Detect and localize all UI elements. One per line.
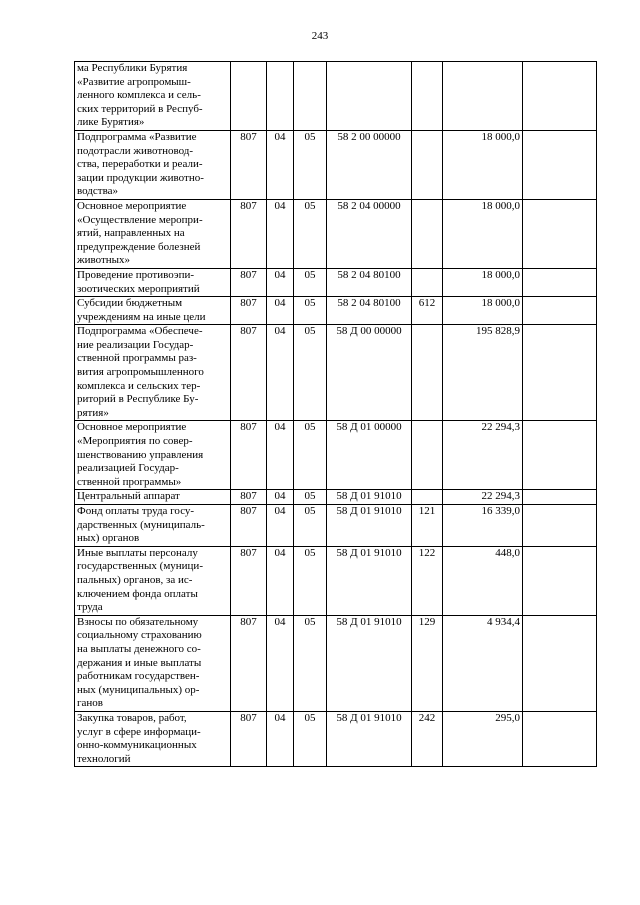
row-name-cell: ма Республики Бурятия «Развитие агропромыш- ленного комплекса и сель- ских территорий в Респуб- лике Бурятия» xyxy=(75,62,231,131)
table-row xyxy=(75,421,597,490)
amount-cell: 22 294,3 xyxy=(443,490,523,505)
empty-cell xyxy=(523,62,597,131)
subsection-code-cell: 05 xyxy=(294,268,327,296)
department-code-cell: 807 xyxy=(231,490,267,505)
subsection-code-cell: 05 xyxy=(294,421,327,490)
amount-cell: 448,0 xyxy=(443,546,523,615)
empty-cell xyxy=(523,546,597,615)
department-code-cell: 807 xyxy=(231,711,267,766)
section-code-cell: 04 xyxy=(267,297,294,325)
department-code-cell: 807 xyxy=(231,615,267,711)
row-name-cell: Иные выплаты персоналу государственных (муници- пальных) органов, за ис- ключением фонда оплаты труда xyxy=(75,546,231,615)
department-code-cell: 807 xyxy=(231,505,267,547)
amount-cell: 195 828,9 xyxy=(443,325,523,421)
expense-type-code-cell xyxy=(412,490,443,505)
target-item-code-cell: 58 Д 01 00000 xyxy=(327,421,412,490)
table-row xyxy=(75,325,597,421)
department-code-cell xyxy=(231,62,267,131)
table-row xyxy=(75,62,597,131)
expense-type-code-cell xyxy=(412,421,443,490)
section-code-cell: 04 xyxy=(267,199,294,268)
section-code-cell: 04 xyxy=(267,130,294,199)
row-name-cell: Закупка товаров, работ, услуг в сфере информаци- онно-коммуникационных технологий xyxy=(75,711,231,766)
subsection-code-cell: 05 xyxy=(294,546,327,615)
target-item-code-cell: 58 Д 00 00000 xyxy=(327,325,412,421)
row-name-cell: Взносы по обязательному социальному страхованию на выплаты денежного со- держания и иные выплаты работникам государствен- ных (муниципальных) ор- ганов xyxy=(75,615,231,711)
empty-cell xyxy=(523,615,597,711)
table-row xyxy=(75,615,597,711)
empty-cell xyxy=(523,268,597,296)
amount-cell: 18 000,0 xyxy=(443,130,523,199)
amount-cell: 4 934,4 xyxy=(443,615,523,711)
amount-cell: 295,0 xyxy=(443,711,523,766)
empty-cell xyxy=(523,199,597,268)
table-row xyxy=(75,297,597,325)
target-item-code-cell: 58 2 00 00000 xyxy=(327,130,412,199)
expense-type-code-cell xyxy=(412,268,443,296)
empty-cell xyxy=(523,130,597,199)
subsection-code-cell xyxy=(294,62,327,131)
target-item-code-cell: 58 2 04 00000 xyxy=(327,199,412,268)
table-row xyxy=(75,268,597,296)
row-name-cell: Субсидии бюджетным учреждениям на иные цели xyxy=(75,297,231,325)
row-name-cell: Центральный аппарат xyxy=(75,490,231,505)
subsection-code-cell: 05 xyxy=(294,490,327,505)
table-row xyxy=(75,711,597,766)
table-row xyxy=(75,490,597,505)
row-name-cell: Фонд оплаты труда госу- дарственных (муниципаль- ных) органов xyxy=(75,505,231,547)
expense-type-code-cell: 122 xyxy=(412,546,443,615)
subsection-code-cell: 05 xyxy=(294,325,327,421)
subsection-code-cell: 05 xyxy=(294,130,327,199)
expense-type-code-cell: 129 xyxy=(412,615,443,711)
row-name-cell: Основное мероприятие «Мероприятия по совер- шенствованию управления реализацией Государ- ственной программы» xyxy=(75,421,231,490)
target-item-code-cell: 58 Д 01 91010 xyxy=(327,615,412,711)
target-item-code-cell xyxy=(327,62,412,131)
target-item-code-cell: 58 Д 01 91010 xyxy=(327,546,412,615)
section-code-cell: 04 xyxy=(267,490,294,505)
empty-cell xyxy=(523,505,597,547)
page-number: 243 xyxy=(311,30,329,42)
row-name-cell: Основное мероприятие «Осуществление меропри- ятий, направленных на предупреждение болезней животных» xyxy=(75,199,231,268)
expense-type-code-cell xyxy=(412,62,443,131)
empty-cell xyxy=(523,711,597,766)
subsection-code-cell: 05 xyxy=(294,505,327,547)
table-row xyxy=(75,505,597,547)
department-code-cell: 807 xyxy=(231,546,267,615)
section-code-cell: 04 xyxy=(267,505,294,547)
amount-cell: 16 339,0 xyxy=(443,505,523,547)
target-item-code-cell: 58 Д 01 91010 xyxy=(327,711,412,766)
section-code-cell: 04 xyxy=(267,268,294,296)
row-name-cell: Подпрограмма «Обеспече- ние реализации Государ- ственной программы раз- вития агропромышленного комплекса и сельских тер- риторий в Республике Бу- рятия» xyxy=(75,325,231,421)
amount-cell: 18 000,0 xyxy=(443,199,523,268)
empty-cell xyxy=(523,490,597,505)
expense-type-code-cell: 121 xyxy=(412,505,443,547)
empty-cell xyxy=(523,421,597,490)
empty-cell xyxy=(523,297,597,325)
subsection-code-cell: 05 xyxy=(294,711,327,766)
target-item-code-cell: 58 Д 01 91010 xyxy=(327,490,412,505)
target-item-code-cell: 58 2 04 80100 xyxy=(327,297,412,325)
department-code-cell: 807 xyxy=(231,421,267,490)
expense-type-code-cell: 612 xyxy=(412,297,443,325)
subsection-code-cell: 05 xyxy=(294,615,327,711)
amount-cell: 18 000,0 xyxy=(443,268,523,296)
department-code-cell: 807 xyxy=(231,325,267,421)
target-item-code-cell: 58 Д 01 91010 xyxy=(327,505,412,547)
table-row xyxy=(75,546,597,615)
budget-table xyxy=(74,61,597,767)
expense-type-code-cell: 242 xyxy=(412,711,443,766)
section-code-cell: 04 xyxy=(267,615,294,711)
section-code-cell xyxy=(267,62,294,131)
amount-cell: 18 000,0 xyxy=(443,297,523,325)
section-code-cell: 04 xyxy=(267,546,294,615)
expense-type-code-cell xyxy=(412,199,443,268)
row-name-cell: Подпрограмма «Развитие подотрасли животновод- ства, переработки и реали- зации продукции животно- водства» xyxy=(75,130,231,199)
table-row xyxy=(75,199,597,268)
department-code-cell: 807 xyxy=(231,199,267,268)
subsection-code-cell: 05 xyxy=(294,297,327,325)
department-code-cell: 807 xyxy=(231,130,267,199)
department-code-cell: 807 xyxy=(231,268,267,296)
subsection-code-cell: 05 xyxy=(294,199,327,268)
target-item-code-cell: 58 2 04 80100 xyxy=(327,268,412,296)
row-name-cell: Проведение противоэпи- зоотических мероприятий xyxy=(75,268,231,296)
table-row xyxy=(75,130,597,199)
amount-cell: 22 294,3 xyxy=(443,421,523,490)
budget-table-body xyxy=(75,62,597,767)
empty-cell xyxy=(523,325,597,421)
expense-type-code-cell xyxy=(412,325,443,421)
amount-cell xyxy=(443,62,523,131)
section-code-cell: 04 xyxy=(267,325,294,421)
section-code-cell: 04 xyxy=(267,421,294,490)
section-code-cell: 04 xyxy=(267,711,294,766)
department-code-cell: 807 xyxy=(231,297,267,325)
expense-type-code-cell xyxy=(412,130,443,199)
